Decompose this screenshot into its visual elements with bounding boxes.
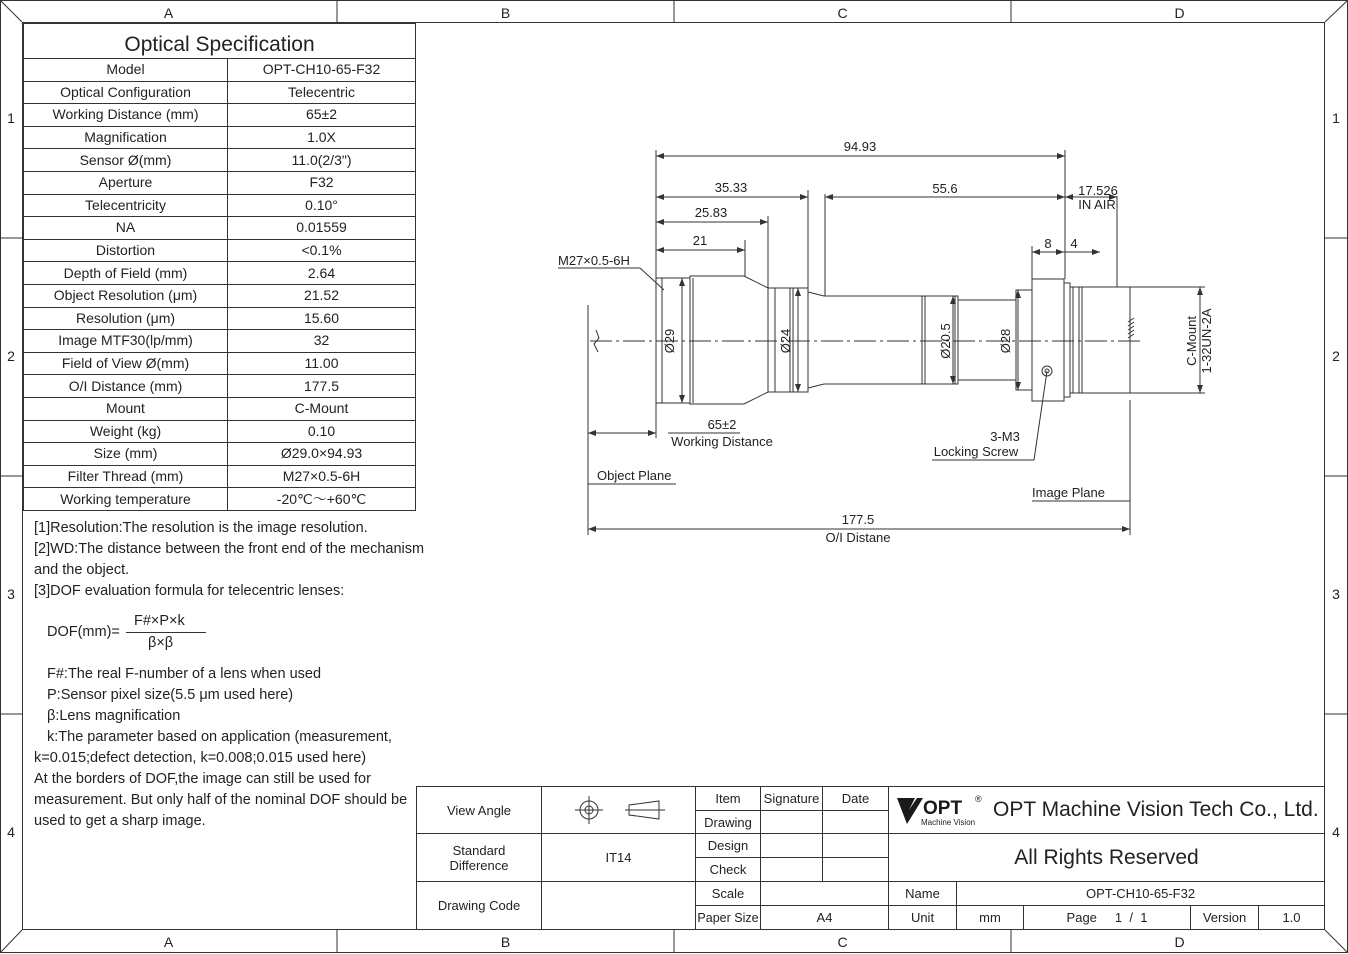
dim-total-length: 94.93 — [843, 139, 877, 154]
page-label: Page — [1066, 910, 1097, 925]
spec-key: Object Resolution (μm) — [24, 284, 228, 307]
spec-key: Sensor Ø(mm) — [24, 149, 228, 172]
filter-thread-label: M27×0.5-6H — [558, 253, 630, 268]
zone-row-2-right: 2 — [1332, 348, 1340, 364]
spec-key: Weight (kg) — [24, 420, 228, 443]
design-label: Design — [695, 833, 761, 858]
formula-denominator: β×β — [148, 635, 174, 651]
spec-key: Mount — [24, 397, 228, 420]
spec-value: 0.10° — [228, 194, 416, 217]
screw-label: 3-M3 — [990, 429, 1020, 444]
date-label: Date — [822, 786, 889, 811]
spec-key: Aperture — [24, 171, 228, 194]
note-border-1: At the borders of DOF,the image can still be used for — [34, 771, 371, 787]
spec-value: 1.0X — [228, 126, 416, 149]
oi-label: O/I Distane — [825, 530, 891, 545]
zone-row-2-left: 2 — [7, 348, 15, 364]
image-plane-label: Image Plane — [1032, 485, 1105, 500]
note-dof: [3]DOF evaluation formula for telecentric lenses: — [34, 583, 345, 599]
check-date-cell — [822, 857, 889, 882]
spec-key: NA — [24, 217, 228, 240]
wd-value: 65±2 — [707, 417, 737, 432]
dia-20-5: Ø20.5 — [938, 323, 953, 359]
paper-size-label: Paper Size — [695, 905, 761, 930]
drawing-label: Drawing — [695, 810, 761, 834]
note-border-2: measurement. But only half of the nominal DOF should be — [34, 792, 408, 808]
dia-29: Ø29 — [662, 328, 677, 354]
dim-4: 4 — [1070, 236, 1078, 251]
signature-label: Signature — [760, 786, 823, 811]
spec-key: Field of View Ø(mm) — [24, 352, 228, 375]
spec-title: Optical Specification — [23, 23, 416, 58]
spec-key: Optical Configuration — [24, 81, 228, 104]
note-wd-2: and the object. — [34, 562, 130, 578]
zone-col-b-bottom: B — [500, 934, 511, 950]
zone-row-4-right: 4 — [1332, 824, 1340, 840]
note-pixel: P:Sensor pixel size(5.5 μm used here) — [47, 687, 294, 703]
design-date-cell — [822, 833, 889, 858]
standard-difference-label — [416, 833, 542, 882]
dim-25: 25.83 — [694, 205, 728, 220]
note-fnumber: F#:The real F-number of a lens when used — [47, 666, 322, 682]
spec-value: Ø29.0×94.93 — [228, 443, 416, 466]
check-signature-cell — [760, 857, 823, 882]
drawing-code-label: Drawing Code — [416, 881, 542, 930]
note-resolution: [1]Resolution:The resolution is the image resolution. — [34, 520, 368, 536]
spec-value: 0.10 — [228, 420, 416, 443]
spec-key: Distortion — [24, 239, 228, 262]
spec-key: Model — [24, 59, 228, 82]
zone-col-a-top: A — [163, 5, 174, 21]
spec-value: Telecentric — [228, 81, 416, 104]
dim-55: 55.6 — [932, 181, 958, 196]
spec-value: 11.0(2/3") — [228, 149, 416, 172]
spec-value: 21.52 — [228, 284, 416, 307]
formula-numerator: F#×P×k — [134, 613, 185, 629]
view-angle-label: View Angle — [416, 786, 542, 834]
spec-value: 32 — [228, 330, 416, 353]
opt-logo — [895, 790, 985, 830]
zone-col-c-bottom: C — [837, 934, 848, 950]
mount-label: C-Mount — [1184, 316, 1199, 366]
note-border-3: used to get a sharp image. — [34, 813, 206, 829]
spec-key: Working Distance (mm) — [24, 104, 228, 127]
zone-col-a-bottom: A — [163, 934, 174, 950]
page-value: 1 / 1 — [1114, 910, 1148, 925]
version-value: 1.0 — [1258, 905, 1325, 930]
zone-col-b-top: B — [500, 5, 511, 21]
dim-21: 21 — [692, 233, 708, 248]
logo-registered: ® — [975, 794, 982, 804]
spec-key: Magnification — [24, 126, 228, 149]
spec-value: -20℃～+60℃ — [228, 488, 416, 511]
zone-col-d-bottom: D — [1174, 934, 1185, 950]
oi-value: 177.5 — [841, 512, 875, 527]
spec-key: Depth of Field (mm) — [24, 262, 228, 285]
rights-text: All Rights Reserved — [888, 833, 1325, 882]
spec-value: 0.01559 — [228, 217, 416, 240]
note-wd-1: [2]WD:The distance between the front end of the mechanism — [34, 541, 425, 557]
dia-24: Ø24 — [778, 328, 793, 354]
spec-key: Working temperature — [24, 488, 228, 511]
zone-row-3-right: 3 — [1332, 586, 1340, 602]
dim-flange-note: IN AIR — [1078, 197, 1116, 212]
unit-value: mm — [956, 905, 1024, 930]
spec-value: 2.64 — [228, 262, 416, 285]
spec-key: Image MTF30(lp/mm) — [24, 330, 228, 353]
note-k-1: k:The parameter based on application (measurement, — [47, 729, 392, 745]
object-plane-label: Object Plane — [597, 468, 672, 483]
spec-value: M27×0.5-6H — [228, 465, 416, 488]
name-value: OPT-CH10-65-F32 — [956, 881, 1325, 906]
difference-text: Difference — [449, 857, 509, 873]
spec-key: Size (mm) — [24, 443, 228, 466]
spec-value: 11.00 — [228, 352, 416, 375]
version-label: Version — [1190, 905, 1259, 930]
formula-lhs: DOF(mm)= — [47, 624, 120, 640]
note-k-2: k=0.015;defect detection, k=0.008;0.015 used here) — [34, 750, 367, 766]
spec-value: C-Mount — [228, 397, 416, 420]
note-magnification: β:Lens magnification — [47, 708, 181, 724]
page-cell — [1023, 905, 1191, 930]
spec-value: F32 — [228, 171, 416, 194]
spec-value: <0.1% — [228, 239, 416, 262]
scale-value — [760, 881, 889, 906]
mount-thread-label: 1-32UN-2A — [1199, 308, 1214, 374]
zone-row-4-left: 4 — [7, 824, 15, 840]
dim-flange: 17.526 — [1078, 183, 1118, 198]
drawing-code-value — [541, 881, 696, 930]
spec-key: Telecentricity — [24, 194, 228, 217]
view-angle-symbol — [541, 786, 696, 834]
spec-value: OPT-CH10-65-F32 — [228, 59, 416, 82]
unit-label: Unit — [888, 905, 957, 930]
zone-row-3-left: 3 — [7, 586, 15, 602]
zone-row-1-right: 1 — [1332, 110, 1340, 126]
tolerance-value: IT14 — [541, 833, 696, 882]
drawing-signature-cell — [760, 810, 823, 834]
screw-desc: Locking Screw — [933, 444, 1019, 459]
zone-col-c-top: C — [837, 5, 848, 21]
logo-subtitle: Machine Vision — [921, 818, 976, 827]
paper-size-value: A4 — [760, 905, 889, 930]
dia-28: Ø28 — [998, 328, 1013, 354]
scale-label: Scale — [695, 881, 761, 906]
company-name: OPT Machine Vision Tech Co., Ltd. — [993, 798, 1319, 821]
design-signature-cell — [760, 833, 823, 858]
zone-row-1-left: 1 — [7, 110, 15, 126]
check-label: Check — [695, 857, 761, 882]
spec-key: Resolution (μm) — [24, 307, 228, 330]
item-label: Item — [695, 786, 761, 811]
logo-text: OPT — [923, 798, 963, 819]
spec-value: 177.5 — [228, 375, 416, 398]
spec-key: O/I Distance (mm) — [24, 375, 228, 398]
opt-logo-mark-icon — [897, 798, 923, 824]
name-label: Name — [888, 881, 957, 906]
spec-key: Filter Thread (mm) — [24, 465, 228, 488]
dim-8: 8 — [1044, 236, 1052, 251]
drawing-date-cell — [822, 810, 889, 834]
projection-symbol-icon — [559, 792, 679, 828]
wd-label: Working Distance — [671, 434, 773, 449]
dim-35: 35.33 — [714, 180, 748, 195]
spec-value: 65±2 — [228, 104, 416, 127]
company-cell — [888, 786, 1325, 834]
zone-col-d-top: D — [1174, 5, 1185, 21]
standard-text: Standard — [452, 842, 506, 858]
spec-value: 15.60 — [228, 307, 416, 330]
